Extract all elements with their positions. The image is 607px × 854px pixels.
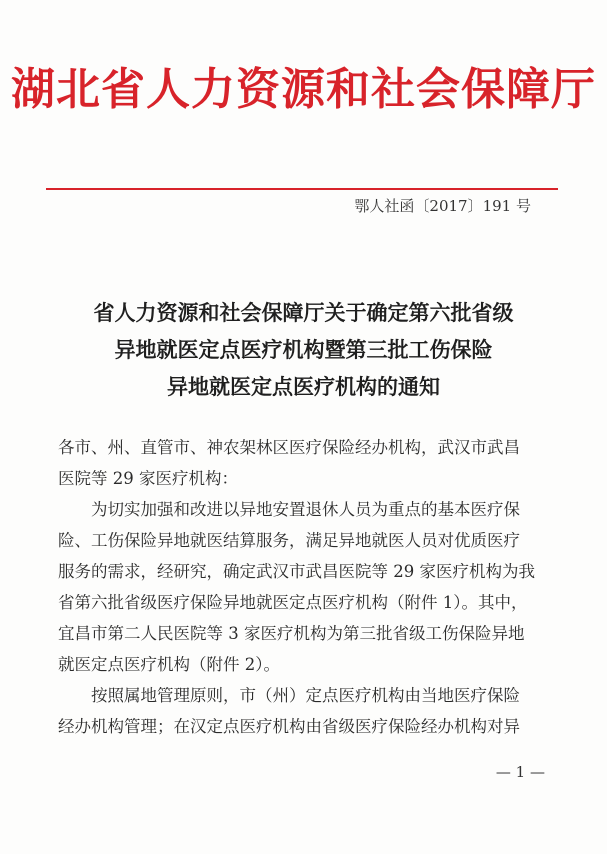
- body-line: 宜昌市第二人民医院等 3 家医疗机构为第三批省级工伤保险异地: [58, 624, 525, 643]
- title-line: 省人力资源和社会保障厅关于确定第六批省级: [93, 300, 514, 325]
- body-line: 险、工伤保险异地就医结算服务，满足异地就医人员对优质医疗: [58, 531, 520, 550]
- issuing-organization-header: 湖北省人力资源和社会保障厅: [11, 64, 596, 115]
- body-line: 经办机构管理；在汉定点医疗机构由省级医疗保险经办机构对异: [58, 717, 520, 736]
- red-divider-line: [46, 188, 558, 190]
- body-line: 按照属地管理原则，市（州）定点医疗机构由当地医疗保险: [91, 686, 520, 705]
- document-number: 鄂人社函〔2017〕191 号: [354, 197, 531, 215]
- title-line: 异地就医定点医疗机构的通知: [167, 374, 440, 399]
- document-title: [0, 294, 607, 405]
- title-line: 异地就医定点医疗机构暨第三批工伤保险: [114, 337, 493, 362]
- body-line: 省第六批省级医疗保险异地就医定点医疗机构（附件 1）。其中，: [58, 593, 528, 612]
- body-line: 就医定点医疗机构（附件 2）。: [58, 655, 280, 674]
- document-body: [58, 432, 558, 742]
- page-number: — 1 —: [495, 763, 545, 781]
- body-line: 医院等 29 家医疗机构：: [58, 469, 238, 488]
- body-line: 服务的需求，经研究，确定武汉市武昌医院等 29 家医疗机构为我: [58, 562, 535, 581]
- body-line: 为切实加强和改进以异地安置退休人员为重点的基本医疗保: [91, 500, 520, 519]
- body-line: 各市、州、直管市、神农架林区医疗保险经办机构，武汉市武昌: [58, 438, 520, 457]
